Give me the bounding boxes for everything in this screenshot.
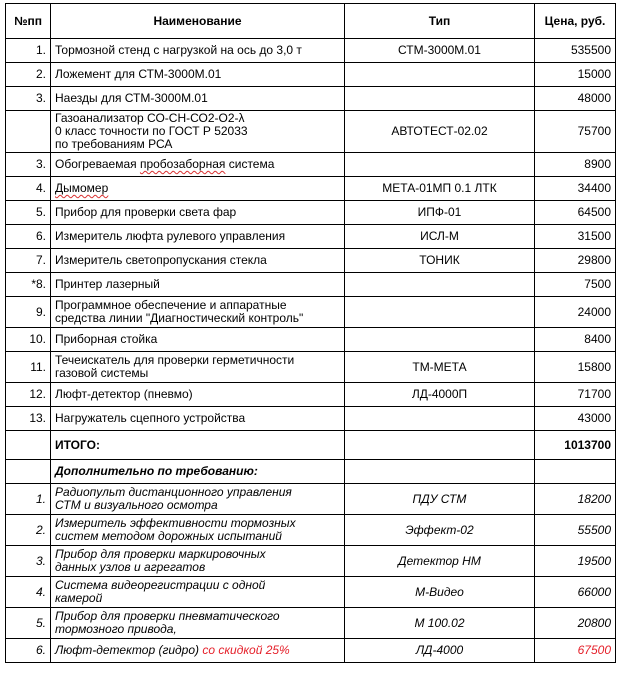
row-type: МЕТА-01МП 0.1 ЛТК (345, 177, 535, 201)
row-num: 1. (6, 484, 51, 515)
row-name-line: систем методом дорожных испытаний (55, 529, 282, 543)
table-row (6, 407, 616, 431)
row-num: 2. (6, 63, 51, 87)
row-name-line: 0 класс точности по ГОСТ Р 52033 (55, 124, 248, 138)
extras-num-cell (6, 460, 51, 484)
row-name (51, 153, 345, 177)
header-name: Наименование (51, 4, 345, 39)
row-type: ЛД-4000П (345, 383, 535, 407)
row-name-text: Люфт-детектор (гидро) (55, 643, 200, 657)
row-type (345, 297, 535, 328)
row-name-line: данных узлов и агрегатов (55, 560, 206, 574)
total-num-cell (6, 431, 51, 460)
row-name (51, 177, 345, 201)
row-price: 24000 (535, 297, 616, 328)
row-price: 31500 (535, 225, 616, 249)
table-row (6, 352, 616, 383)
extra-row (6, 484, 616, 515)
row-name-line: СТМ и визуального осмотра (55, 498, 218, 512)
row-name-line: Измеритель эффективности тормозных (55, 516, 296, 530)
row-num: 1. (6, 39, 51, 63)
table-row (6, 111, 616, 153)
extras-price-cell (535, 460, 616, 484)
row-num: 9. (6, 297, 51, 328)
table-row (6, 63, 616, 87)
row-name-misspelled: пробозаборная (139, 157, 226, 171)
row-name (51, 546, 345, 577)
row-num: 10. (6, 328, 51, 352)
table-row (6, 297, 616, 328)
row-name-line: Прибор для проверки маркировочных (55, 547, 266, 561)
row-type: ЛД-4000 (345, 639, 535, 663)
row-type: Детектор НМ (345, 546, 535, 577)
row-price: 66000 (535, 577, 616, 608)
row-name (51, 608, 345, 639)
row-price: 19500 (535, 546, 616, 577)
table-row (6, 87, 616, 111)
row-type (345, 407, 535, 431)
row-price: 55500 (535, 515, 616, 546)
row-name (51, 484, 345, 515)
row-name-line: Течеискатель для проверки герметичности (55, 353, 295, 367)
row-type: ТОНИК (345, 249, 535, 273)
row-type: М-Видео (345, 577, 535, 608)
row-num: 6. (6, 639, 51, 663)
header-num: №пп (6, 4, 51, 39)
row-type: ТМ-МЕТА (345, 352, 535, 383)
row-type (345, 273, 535, 297)
row-name-line: Прибор для проверки пневматического (55, 609, 280, 623)
row-price: 8400 (535, 328, 616, 352)
row-name-line: по требованиям РСА (55, 137, 173, 151)
row-num: 5. (6, 608, 51, 639)
row-price: 535500 (535, 39, 616, 63)
total-label: ИТОГО: (51, 431, 345, 460)
row-price: 18200 (535, 484, 616, 515)
header-price: Цена, руб. (535, 4, 616, 39)
row-price-discounted: 67500 (535, 639, 616, 663)
row-price: 64500 (535, 201, 616, 225)
row-type: СТМ-3000М.01 (345, 39, 535, 63)
row-type: ИПФ-01 (345, 201, 535, 225)
table-row (6, 273, 616, 297)
table-row (6, 153, 616, 177)
table-row (6, 383, 616, 407)
row-num: 3. (6, 87, 51, 111)
row-price: 34400 (535, 177, 616, 201)
row-price: 48000 (535, 87, 616, 111)
discount-note: со скидкой 25% (202, 643, 290, 657)
extra-row (6, 639, 616, 663)
row-type (345, 87, 535, 111)
row-name: Люфт-детектор (пневмо) (51, 383, 345, 407)
row-type: М 100.02 (345, 608, 535, 639)
row-name: Принтер лазерный (51, 273, 345, 297)
row-num: 6. (6, 225, 51, 249)
row-price: 8900 (535, 153, 616, 177)
row-type: АВТОТЕСТ-02.02 (345, 111, 535, 153)
row-name: Нагружатель сцепного устройства (51, 407, 345, 431)
row-name-line: Программное обеспечение и аппаратные (55, 298, 287, 312)
row-name: Измеритель люфта рулевого управления (51, 225, 345, 249)
row-name-part: система (225, 157, 275, 171)
row-price: 15800 (535, 352, 616, 383)
row-name-misspelled: Дымомер (55, 181, 109, 195)
row-name-line: Радиопульт дистанционного управления (55, 485, 292, 499)
extras-type-cell (345, 460, 535, 484)
row-num (6, 111, 51, 153)
row-num: 11. (6, 352, 51, 383)
total-value: 1013700 (535, 431, 616, 460)
row-name-line: газовой системы (55, 366, 149, 380)
row-name: Измеритель светопропускания стекла (51, 249, 345, 273)
extra-row (6, 515, 616, 546)
row-num: 7. (6, 249, 51, 273)
row-name (51, 352, 345, 383)
row-num: *8. (6, 273, 51, 297)
row-num: 3. (6, 546, 51, 577)
row-type: Эффект-02 (345, 515, 535, 546)
row-name-line: Газоанализатор СО-СН-СО2-О2-λ (55, 111, 245, 125)
row-name-line: тормозного привода, (55, 622, 177, 636)
extras-header-row (6, 460, 616, 484)
row-type (345, 63, 535, 87)
row-num: 12. (6, 383, 51, 407)
table-row (6, 201, 616, 225)
table-row (6, 249, 616, 273)
row-price: 20800 (535, 608, 616, 639)
total-row (6, 431, 616, 460)
row-price: 29800 (535, 249, 616, 273)
row-price: 71700 (535, 383, 616, 407)
row-name (51, 111, 345, 153)
row-name-line: средства линии "Диагностический контроль" (55, 311, 304, 325)
row-name (51, 639, 345, 663)
extra-row (6, 546, 616, 577)
total-type-cell (345, 431, 535, 460)
row-name-line: Система видеорегистрации с одной (55, 578, 266, 592)
row-num: 2. (6, 515, 51, 546)
row-num: 4. (6, 177, 51, 201)
row-num: 13. (6, 407, 51, 431)
table-row (6, 39, 616, 63)
row-type (345, 328, 535, 352)
table-row (6, 177, 616, 201)
row-price: 15000 (535, 63, 616, 87)
row-type: ПДУ СТМ (345, 484, 535, 515)
row-name: Наезды для СТМ-3000М.01 (51, 87, 345, 111)
row-price: 43000 (535, 407, 616, 431)
row-name-part: Обогреваемая (55, 157, 140, 171)
extra-row (6, 577, 616, 608)
table-header-row (6, 4, 616, 39)
row-name: Приборная стойка (51, 328, 345, 352)
table-row (6, 328, 616, 352)
row-name: Тормозной стенд с нагрузкой на ось до 3,0 т (51, 39, 345, 63)
row-num: 3. (6, 153, 51, 177)
row-name (51, 577, 345, 608)
header-type: Тип (345, 4, 535, 39)
row-name (51, 515, 345, 546)
row-type: ИСЛ-М (345, 225, 535, 249)
extras-header: Дополнительно по требованию: (51, 460, 345, 484)
row-type (345, 153, 535, 177)
extra-row (6, 608, 616, 639)
table-row (6, 225, 616, 249)
row-num: 5. (6, 201, 51, 225)
price-list-table (5, 3, 616, 663)
row-price: 75700 (535, 111, 616, 153)
row-name (51, 297, 345, 328)
row-name-line: камерой (55, 591, 103, 605)
row-price: 7500 (535, 273, 616, 297)
row-name: Прибор для проверки света фар (51, 201, 345, 225)
row-num: 4. (6, 577, 51, 608)
row-name: Ложемент для СТМ-3000М.01 (51, 63, 345, 87)
